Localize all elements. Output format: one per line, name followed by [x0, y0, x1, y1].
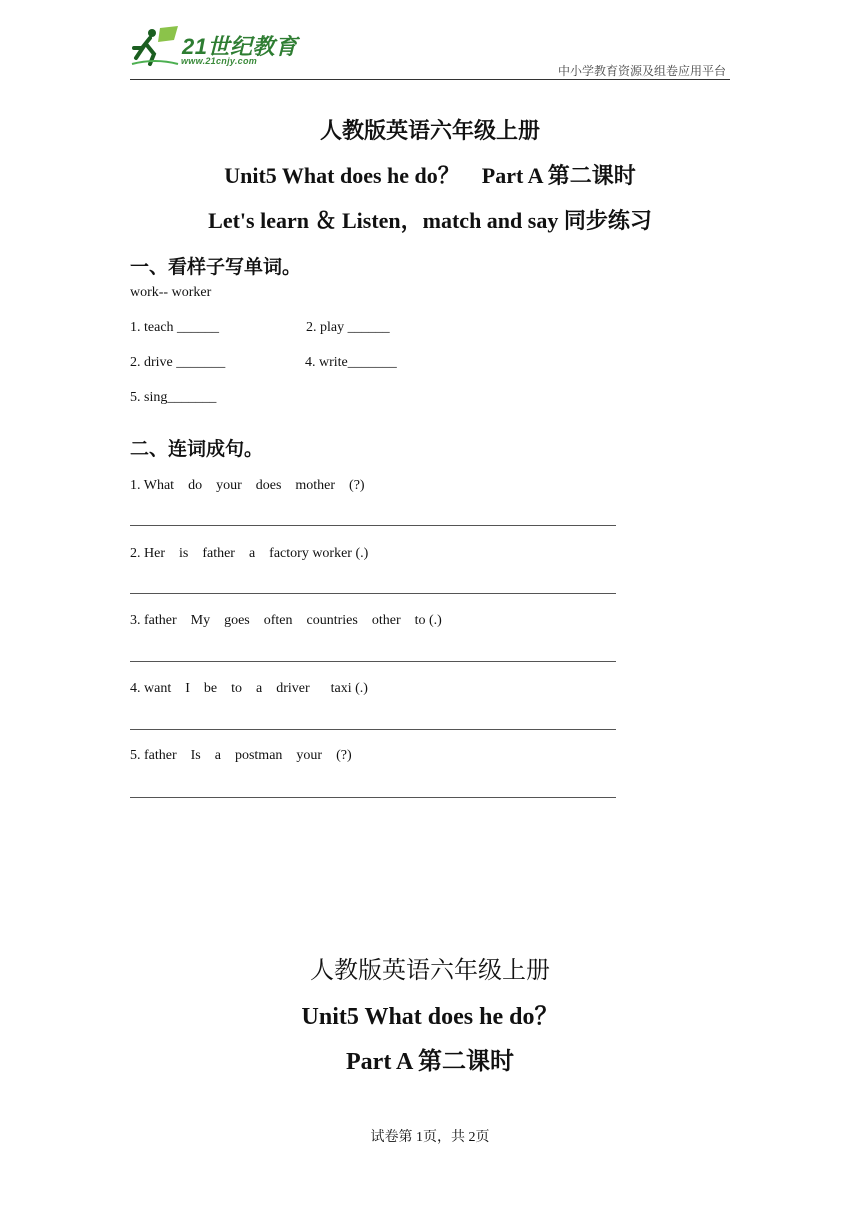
runner-logo-icon	[130, 24, 180, 68]
word-item: 2. play ______	[306, 320, 390, 335]
worksheet-unit: Unit5 What does he do？ Part A 第二课时	[224, 163, 636, 188]
answer-blank	[130, 525, 616, 526]
answer-blank	[130, 661, 616, 662]
example-line: work-- worker	[130, 285, 212, 300]
question-line: 1. What do your does mother (?)	[130, 478, 365, 493]
answer-blank	[130, 797, 616, 798]
word-item: 1. teach ______	[130, 320, 220, 335]
word-item: 5. sing_______	[130, 390, 217, 405]
header-divider	[130, 79, 730, 80]
worksheet-title: 人教版英语六年级上册	[319, 118, 540, 143]
word-item: 4. write_______	[305, 355, 397, 370]
section2-heading: 二、连词成句。	[130, 439, 264, 460]
header-tagline: 中小学教育资源及组卷应用平台	[557, 64, 726, 78]
word-item: 2. drive _______	[130, 355, 226, 370]
logo-wordmark: 21世纪教育	[182, 34, 298, 59]
answer-blank	[130, 729, 616, 730]
second-part: Part A 第二课时	[346, 1049, 514, 1075]
page-number: 试卷第 1页，共 2页	[370, 1130, 490, 1145]
second-unit: Unit5 What does he do？	[301, 1004, 559, 1030]
question-line: 2. Her is father a factory worker (.)	[130, 546, 369, 561]
second-title: 人教版英语六年级上册	[310, 958, 550, 984]
question-line: 5. father Is a postman your (?)	[130, 748, 352, 763]
logo-url: www.21cnjy.com	[181, 56, 258, 66]
worksheet-subtitle: Let's learn ＆ Listen，match and say 同步练习	[208, 208, 652, 233]
question-line: 3. father My goes often countries other to (.)	[130, 613, 442, 628]
section1-heading: 一、看样子写单词。	[130, 257, 302, 278]
question-line: 4. want I be to a driver taxi (.)	[130, 681, 368, 696]
answer-blank	[130, 593, 616, 594]
